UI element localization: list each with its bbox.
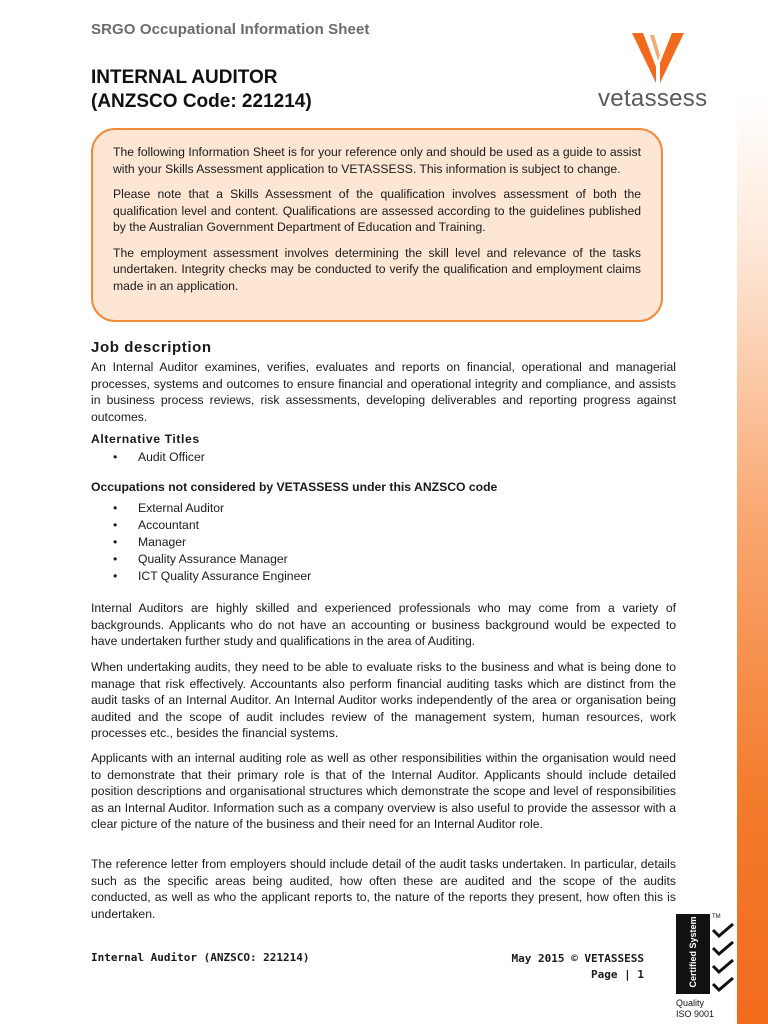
list-item: • Manager [113, 535, 187, 549]
footer-date: May 2015 © VETASSESS [511, 952, 644, 965]
notice-box [91, 128, 663, 322]
not-considered-heading: Occupations not considered by VETASSESS under this ANZSCO code [91, 480, 498, 494]
certified-system-box [676, 914, 710, 994]
certification-text [676, 998, 714, 1020]
certification-line-2: ISO 9001 [676, 1009, 715, 1019]
list-item: • Audit Officer [113, 450, 205, 464]
job-description-heading: Job description [91, 339, 212, 356]
certified-system-label: Certified System [688, 916, 698, 988]
certification-badge [676, 914, 736, 1024]
list-item: • External Auditor [113, 501, 225, 515]
page-number: Page | 1 [591, 968, 644, 981]
alternative-titles-list [91, 449, 205, 466]
title-line-2: (ANZSCO Code: 221214) [91, 91, 312, 112]
v-mark-icon [632, 33, 684, 83]
list-item: • Quality Assurance Manager [113, 552, 288, 566]
notice-paragraph-1: The following Information Sheet is for your reference only and should be used as a guide to assist with your Skills Assessment application to VETASSESS. This information is subject to change. [113, 145, 641, 176]
list-item: • ICT Quality Assurance Engineer [113, 569, 312, 583]
header-title: SRGO Occupational Information Sheet [91, 21, 370, 38]
footer-title: Internal Auditor (ANZSCO: 221214) [91, 951, 310, 964]
certification-line-1: Quality [676, 998, 705, 1008]
alternative-titles-heading: Alternative Titles [91, 432, 200, 446]
notice-paragraph-2: Please note that a Skills Assessment of the qualification involves assessment of both the qualification level and content. Qualifications are assessed according to the guidelines published by the Australian Government Department of Education and Training. [113, 187, 641, 234]
decorative-orange-strip [737, 96, 768, 1024]
body-paragraph-1: Internal Auditors are highly skilled and experienced professionals who may come from a variety of backgrounds. Applicants who do not have an accounting or business background would be expected to have undertaken further study and qualifications in the area of Auditing. [91, 601, 676, 648]
trademark-mark: TM [712, 914, 721, 920]
body-paragraph-2: When undertaking audits, they need to be able to evaluate risks to the business and what is being done to manage that risk effectively. Accountants also perform financial auditing tasks which are distinct from the audit tasks of an Internal Auditor. An Internal Auditor works independently of the area or organisation being audited and the scope of audit includes review of the management system, human resources, work processes etc., besides the financial systems. [91, 660, 676, 740]
check-marks-icon [710, 922, 736, 994]
title-line-1: INTERNAL AUDITOR [91, 67, 278, 88]
vetassess-logo [596, 33, 720, 113]
page-title [91, 66, 312, 114]
body-paragraph-3: Applicants with an internal auditing role as well as other responsibilities within the organisation would need to demonstrate that their primary role is that of the Internal Auditor. Applicants should include detailed position descriptions and organisational structures which demonstrate the scope and level of responsibilities as an Internal Auditor. Information such as a company overview is also useful to provide the assessor with a clear picture of the nature of the business and their need for an Internal Auditor role. [91, 751, 676, 831]
notice-paragraph-3: The employment assessment involves determining the skill level and relevance of the tasks undertaken. Integrity checks may be conducted to verify the qualification and employment claims made in an application. [113, 245, 641, 293]
logo-text: vetassess [598, 85, 708, 112]
not-considered-list [91, 500, 311, 585]
body-paragraph-4: The reference letter from employers should include detail of the audit tasks undertaken. In particular, details such as the specific areas being audited, how often these are audited and the scope of the audits conducted, as well as who the applicant reports to, the nature of the reports they present, how often this is undertaken. [91, 857, 676, 921]
footer-meta [470, 951, 644, 983]
job-description-text: An Internal Auditor examines, verifies, evaluates and reports on financial, operational and managerial processes, systems and outcomes to ensure financial and operational integrity and compliance, and assists in business process reviews, risk assessments, developing deliverables and reporting progress against outcomes. [91, 360, 676, 424]
list-item: • Accountant [113, 518, 199, 532]
